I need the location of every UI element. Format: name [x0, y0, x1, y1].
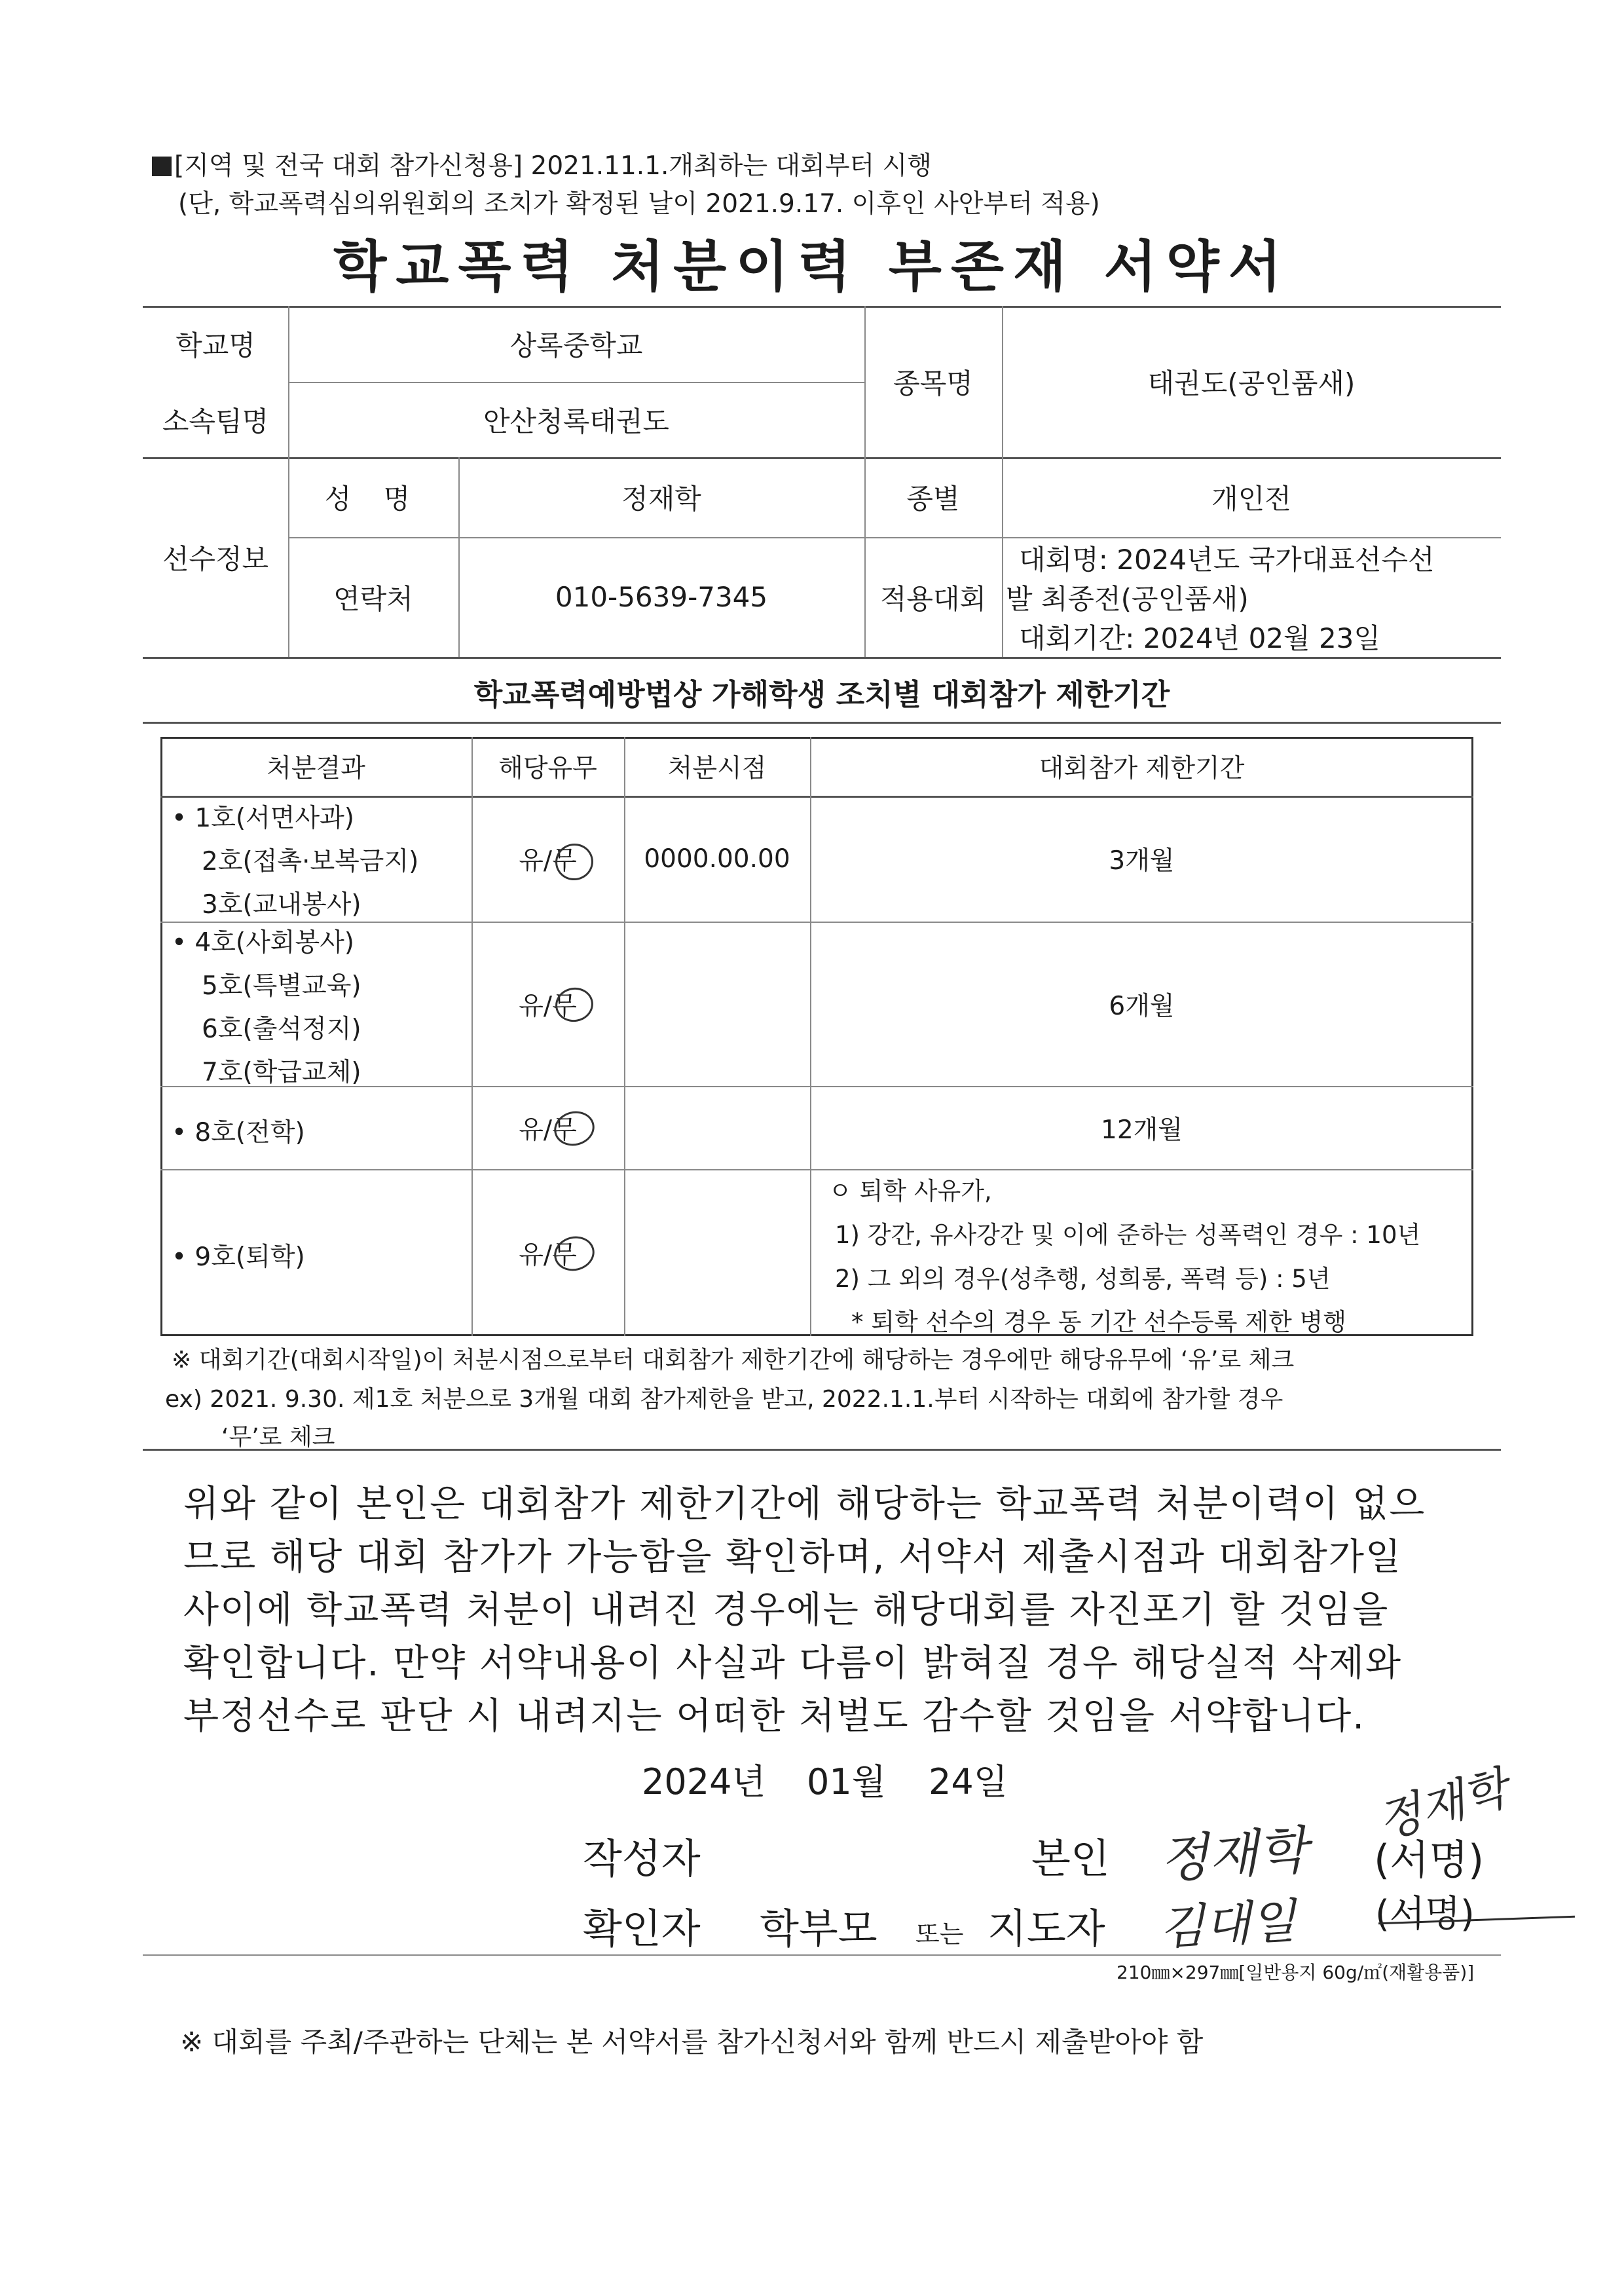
column-header-applicable: 해당유무: [498, 754, 597, 783]
paper-spec: 210㎜×297㎜[일반용지 60g/㎡(재활용품)]: [1116, 1962, 1475, 1983]
contact-value: 010-5639-7345: [555, 581, 768, 613]
section-title: 학교폭력예방법상 가해학생 조치별 대회참가 제한기간: [473, 677, 1170, 712]
table-row-4-period-line-4: * 퇴학 선수의 경우 동 기간 선수등록 제한 병행: [851, 1308, 1346, 1336]
table-row-3-applicable: 유/무: [519, 1115, 577, 1145]
note-line-3: ‘무’로 체크: [221, 1424, 335, 1451]
table-row-3-period: 12개월: [1101, 1115, 1183, 1145]
pledge-line-2: 므로 해당 대회 참가가 가능함을 확인하며, 서약서 제출시점과 대회참가일: [183, 1536, 1403, 1578]
handwritten-self-signature: 정재학: [1157, 1821, 1310, 1890]
pledge-line-5: 부정선수로 판단 시 내려지는 어떠한 처벌도 감수할 것임을 서약합니다.: [183, 1695, 1365, 1738]
pledge-line-4: 확인합니다. 만약 서약내용이 사실과 다름이 밝혀질 경우 해당실적 삭제와: [183, 1642, 1403, 1685]
square-bullet-icon: [152, 157, 172, 176]
athlete-info-label: 선수정보: [162, 542, 269, 575]
applied-competition-label: 적용대회: [879, 582, 987, 615]
date-month: 01월: [807, 1761, 886, 1802]
column-header-result: 처분결과: [267, 754, 365, 783]
category-label: 종별: [906, 483, 960, 515]
table-row-4-period-line-1: ㅇ 퇴학 사유가,: [828, 1177, 992, 1205]
handwritten-coach-signature: 김대일: [1158, 1893, 1298, 1956]
pledge-line-3: 사이에 학교폭력 처분이 내려진 경우에는 해당대회를 자진포기 할 것임을: [183, 1589, 1390, 1632]
contact-label: 연락처: [333, 582, 413, 615]
pledge-line-1: 위와 같이 본인은 대회참가 제한기간에 해당하는 학교폭력 처분이력이 없으: [183, 1483, 1426, 1525]
event-label: 종목명: [893, 367, 973, 400]
self-sign-label: (서명): [1374, 1836, 1485, 1884]
note-line-2: ex) 2021. 9.30. 제1호 처분으로 3개월 대회 참가제한을 받고, 2022.1.1.부터 시작하는 대회에 참가할 경우: [165, 1386, 1283, 1413]
table-row-2-applicable: 유/무: [519, 991, 577, 1021]
document-title: 학교폭력 처분이력 부존재 서약서: [333, 234, 1291, 299]
handwritten-self-sign-overlay: 정재학: [1371, 1761, 1514, 1850]
competition-period: 대회기간: 2024년 02월 23일: [1019, 622, 1380, 654]
footer-notice: ※ 대회를 주최/주관하는 단체는 본 서약서를 참가신청서와 함께 반드시 제출받아야 함: [180, 2026, 1204, 2058]
name-value: 정재학: [621, 483, 701, 515]
table-row-2-result-3: 6호(출석정지): [202, 1015, 361, 1044]
team-label: 소속팀명: [162, 405, 269, 438]
table-row-4-period-line-2: 1) 강간, 유사강간 및 이에 준하는 성폭력인 경우 : 10년: [835, 1221, 1421, 1249]
table-row-1-period: 3개월: [1109, 846, 1175, 876]
table-row-4-period-line-3: 2) 그 외의 경우(성추행, 성희롱, 폭력 등) : 5년: [835, 1265, 1331, 1293]
coach-sign-label: (서명): [1375, 1893, 1475, 1935]
coach-label: 지도자: [987, 1905, 1105, 1952]
header-line-1: [지역 및 전국 대회 참가신청용] 2021.11.1.개최하는 대회부터 시행: [152, 145, 932, 182]
table-row-1-result-2: 2호(접촉·보복금지): [202, 847, 419, 876]
school-value: 상록중학교: [509, 329, 643, 362]
table-row-4-applicable: 유/무: [519, 1240, 577, 1270]
table-row-3-result-1: • 8호(전학): [172, 1118, 305, 1148]
date-year: 2024년: [642, 1761, 766, 1802]
header-line-2: (단, 학교폭력심의위원회의 조치가 확정된 날이 2021.9.17. 이후인 사안부터 적용): [178, 189, 1100, 219]
date-day: 24일: [929, 1761, 1008, 1802]
table-row-2-result-2: 5호(특별교육): [202, 971, 361, 1001]
self-label: 본인: [1031, 1835, 1110, 1882]
table-row-1-result-3: 3호(교내봉사): [202, 890, 361, 920]
competition-name-line-2: 발 최종전(공인품새): [1006, 583, 1249, 615]
confirmer-label: 확인자: [583, 1905, 701, 1952]
table-row-4-result-1: • 9호(퇴학): [172, 1242, 305, 1272]
writer-label: 작성자: [583, 1835, 701, 1882]
category-value: 개인전: [1211, 483, 1291, 515]
table-row-1-date: 0000.00.00: [644, 844, 790, 874]
column-header-date: 처분시점: [667, 754, 767, 783]
competition-name-line-1: 대회명: 2024년도 국가대표선수선: [1019, 544, 1435, 576]
table-row-2-result-4: 7호(학급교체): [202, 1058, 361, 1087]
event-value: 태권도(공인품새): [1147, 367, 1356, 400]
note-line-1: ※ 대회기간(대회시작일)이 처분시점으로부터 대회참가 제한기간에 해당하는 경우에만 해당유무에 ‘유’로 체크: [172, 1347, 1295, 1373]
name-label: 성 명: [324, 483, 422, 515]
team-value: 안산청록태권도: [483, 405, 669, 438]
table-row-1-result-1: • 1호(서면사과): [172, 804, 355, 833]
parent-label: 학부모: [760, 1905, 877, 1952]
table-row-2-period: 6개월: [1109, 991, 1175, 1021]
or-label: 또는: [915, 1920, 964, 1949]
table-row-1-applicable: 유/무: [519, 846, 577, 876]
column-header-period: 대회참가 제한기간: [1039, 754, 1245, 783]
school-label: 학교명: [175, 329, 255, 362]
table-row-2-result-1: • 4호(사회봉사): [172, 928, 355, 958]
